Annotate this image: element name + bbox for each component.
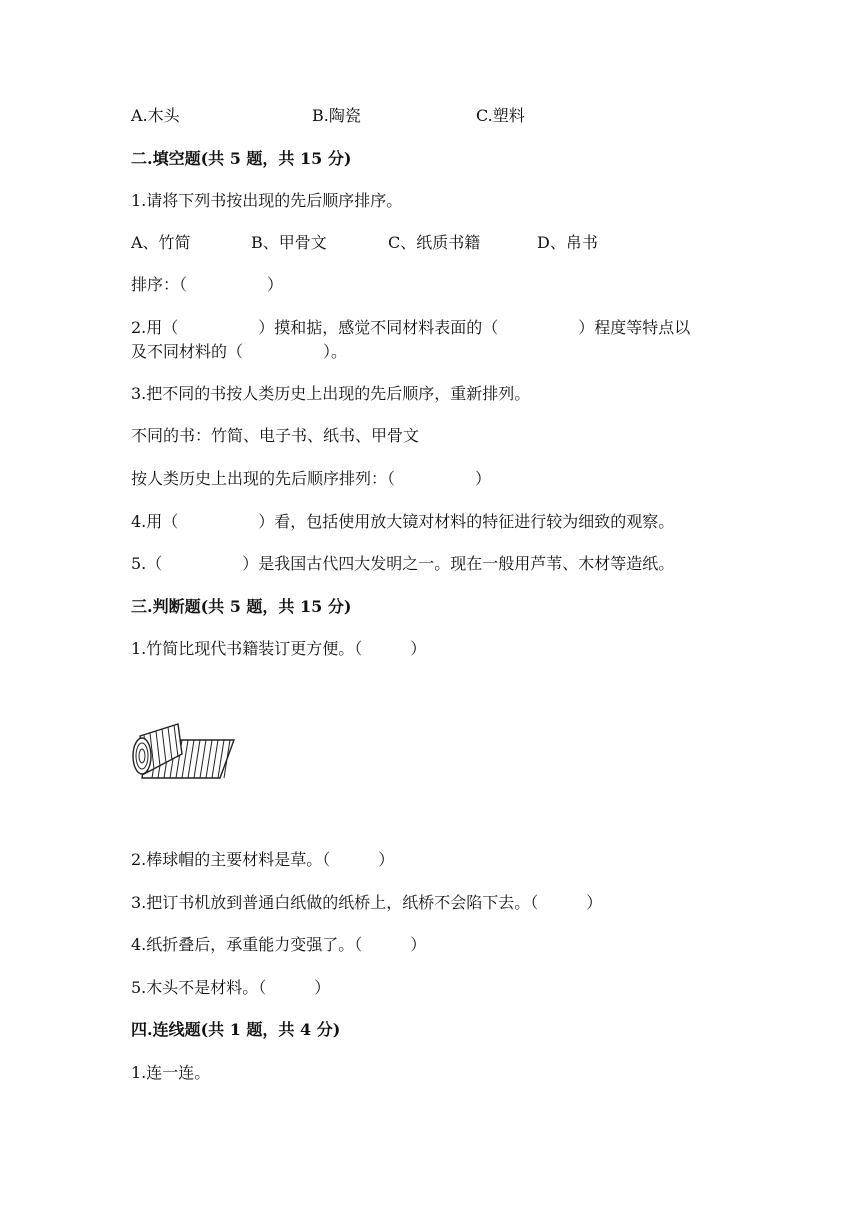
option-b: B.陶瓷: [312, 106, 361, 125]
section2-title: 二.填空题(共 5 题，共 15 分): [131, 149, 352, 168]
s3-q1: 1.竹简比现代书籍装订更方便。（ ）: [131, 639, 427, 658]
s3-q3: 3.把订书机放到普通白纸做的纸桥上，纸桥不会陷下去。（ ）: [131, 893, 603, 912]
option-a: A.木头: [131, 106, 180, 125]
s2-q3-text: 3.把不同的书按人类历史上出现的先后顺序，重新排列。: [131, 384, 531, 403]
s3-q5: 5.木头不是材料。（ ）: [131, 978, 331, 997]
s2-q2-line2: 及不同材料的（ ）。: [131, 342, 348, 361]
s2-q1-option-a: A、竹简: [131, 233, 191, 252]
s2-q5: 5.（ ）是我国古代四大发明之一。现在一般用芦苇、木材等造纸。: [131, 554, 675, 573]
s2-q1-text: 1.请将下列书按出现的先后顺序排序。: [131, 191, 403, 210]
s2-q3-answer: 按人类历史上出现的先后顺序排列：（ ）: [131, 469, 492, 488]
s2-q1-option-b: B、甲骨文: [251, 233, 327, 252]
s2-q4: 4.用（ ）看，包括使用放大镜对材料的特征进行较为细致的观察。: [131, 512, 675, 531]
option-c: C.塑料: [476, 106, 525, 125]
section4-title: 四.连线题(共 1 题，共 4 分): [131, 1020, 341, 1039]
bamboo-slips-image: [130, 718, 240, 792]
s2-q3-books: 不同的书：竹简、电子书、纸书、甲骨文: [131, 426, 420, 445]
s3-q4: 4.纸折叠后，承重能力变强了。（ ）: [131, 935, 427, 954]
s4-q1: 1.连一连。: [131, 1063, 211, 1082]
section3-title: 三.判断题(共 5 题，共 15 分): [131, 597, 352, 616]
s2-q1-option-c: C、纸质书籍: [388, 233, 481, 252]
s2-q1-answer: 排序：（ ）: [131, 275, 284, 294]
s3-q2: 2.棒球帽的主要材料是草。（ ）: [131, 850, 395, 869]
s2-q1-option-d: D、帛书: [537, 233, 598, 252]
s2-q2-line1: 2.用（ ）摸和掂，感觉不同材料表面的（ ）程度等特点以: [131, 318, 691, 337]
